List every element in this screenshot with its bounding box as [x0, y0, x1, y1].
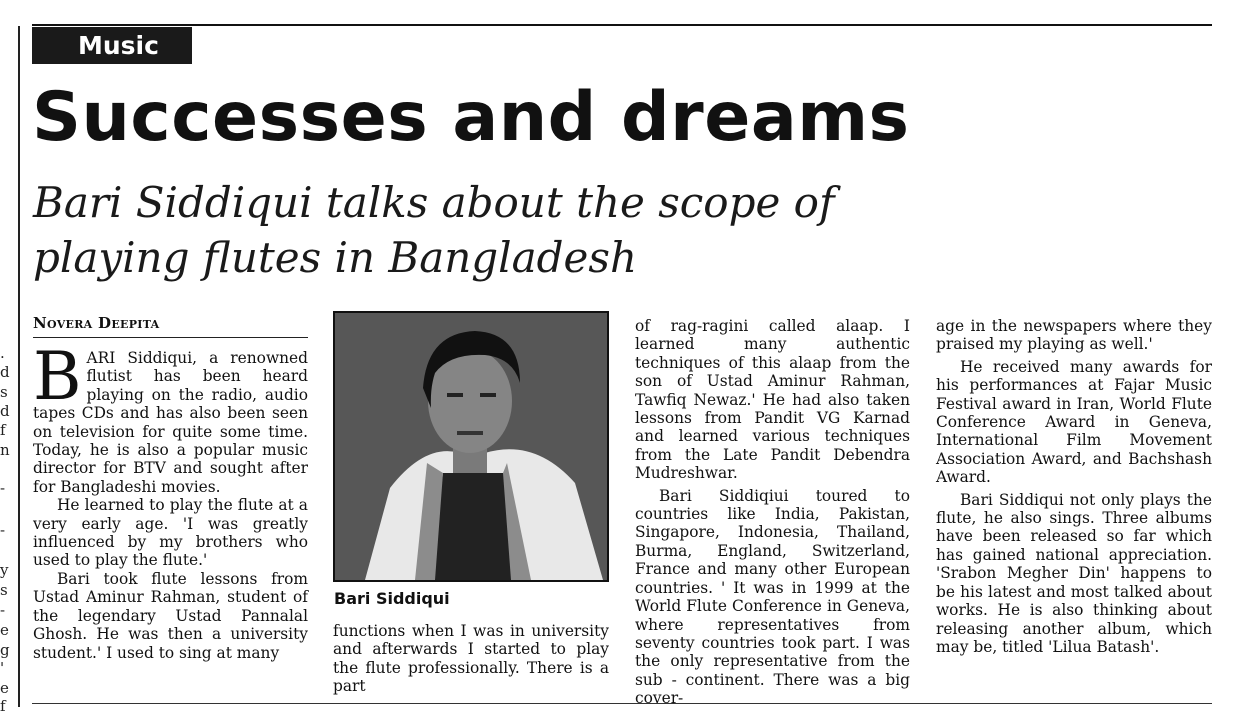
margin-fragment: g	[0, 641, 10, 659]
bottom-rule	[32, 703, 1212, 704]
article-column-4	[936, 317, 1212, 656]
margin-fragment: d	[0, 402, 10, 420]
paragraph-text: ARI Siddiqui, a renowned flutist has been heard playing on the radio, audio tapes CDs and has also been seen on television for quite some time. Today, he is also a popular music director for BTV and sought after for Bangladeshi movies.	[33, 349, 308, 496]
paragraph: He learned to play the flute at a very early age. 'I was greatly influenced by my brothers who used to play the flute.'	[33, 496, 308, 570]
drop-cap: B	[33, 338, 82, 415]
article-column-1	[33, 338, 308, 662]
column-divider	[18, 26, 20, 707]
margin-fragment: d	[0, 363, 10, 381]
headline: Successes and dreams	[32, 78, 910, 157]
margin-fragment: .	[0, 344, 5, 362]
paragraph: Bari took flute lessons from Ustad Aminur Rahman, student of the legendary Ustad Pannalal Ghosh. He was then a university student.' I used to sing at many	[33, 569, 308, 662]
portrait-photo	[333, 311, 609, 582]
paragraph: of rag-ragini called alaap. I learned many authentic techniques of this alaap from the son of Ustad Aminur Rahman, Tawfiq Newaz.' He had also taken lessons from Pandit VG Karnad and learned various techniques from the Late Pandit Debendra Mudreshwar.	[635, 317, 910, 483]
paragraph: He received many awards for his performances at Fajar Music Festival award in Iran, World Flute Conference Award in Geneva, International Film Movement Association Award, and Bachshash Award.	[936, 357, 1212, 487]
margin-fragment: -	[0, 601, 6, 619]
margin-fragment: f	[0, 421, 6, 439]
margin-fragment: -	[0, 521, 6, 539]
margin-fragment: -	[0, 479, 6, 497]
paragraph	[33, 338, 308, 496]
paragraph: age in the newspapers where they praised my playing as well.'	[936, 317, 1212, 354]
margin-fragment: n	[0, 441, 10, 459]
byline	[33, 314, 308, 338]
margin-fragment: '	[0, 659, 5, 677]
margin-fragment: s	[0, 581, 8, 599]
article-column-2	[333, 622, 609, 696]
margin-fragment: e	[0, 679, 9, 697]
top-rule	[32, 24, 1212, 26]
margin-fragment: f	[0, 697, 6, 715]
deck-subheadline: Bari Siddiqui talks about the scope of playing flutes in Bangladesh	[33, 178, 835, 282]
article-column-3	[635, 317, 910, 708]
paragraph: Bari Siddiqiui toured to countries like India, Pakistan, Singapore, Indonesia, Thailand, Burma, England, Switzerland, France and many other European countries. ' It was in 1999 at the World Flute Conference in Geneva, where representatives from seventy countries took part. I was the only representative from the sub - continent. There was a big cover-	[635, 486, 910, 708]
section-label: Music	[32, 27, 192, 64]
margin-fragment: e	[0, 621, 9, 639]
portrait-illustration	[335, 313, 607, 580]
byline-name: Novera Deepita	[33, 314, 160, 332]
photo-caption: Bari Siddiqui	[334, 589, 450, 608]
paragraph: Bari Siddiqui not only plays the flute, he also sings. Three albums have been released so far which has gained national appreciation. 'Srabon Megher Din' happens to be his latest and most talked about works. He is also thinking about releasing another album, which may be, titled 'Lilua Batash'.	[936, 490, 1212, 656]
paragraph: functions when I was in university and afterwards I started to play the flute professionally. There is a part	[333, 622, 609, 696]
margin-fragment: s	[0, 383, 8, 401]
margin-fragment: y	[0, 561, 9, 579]
